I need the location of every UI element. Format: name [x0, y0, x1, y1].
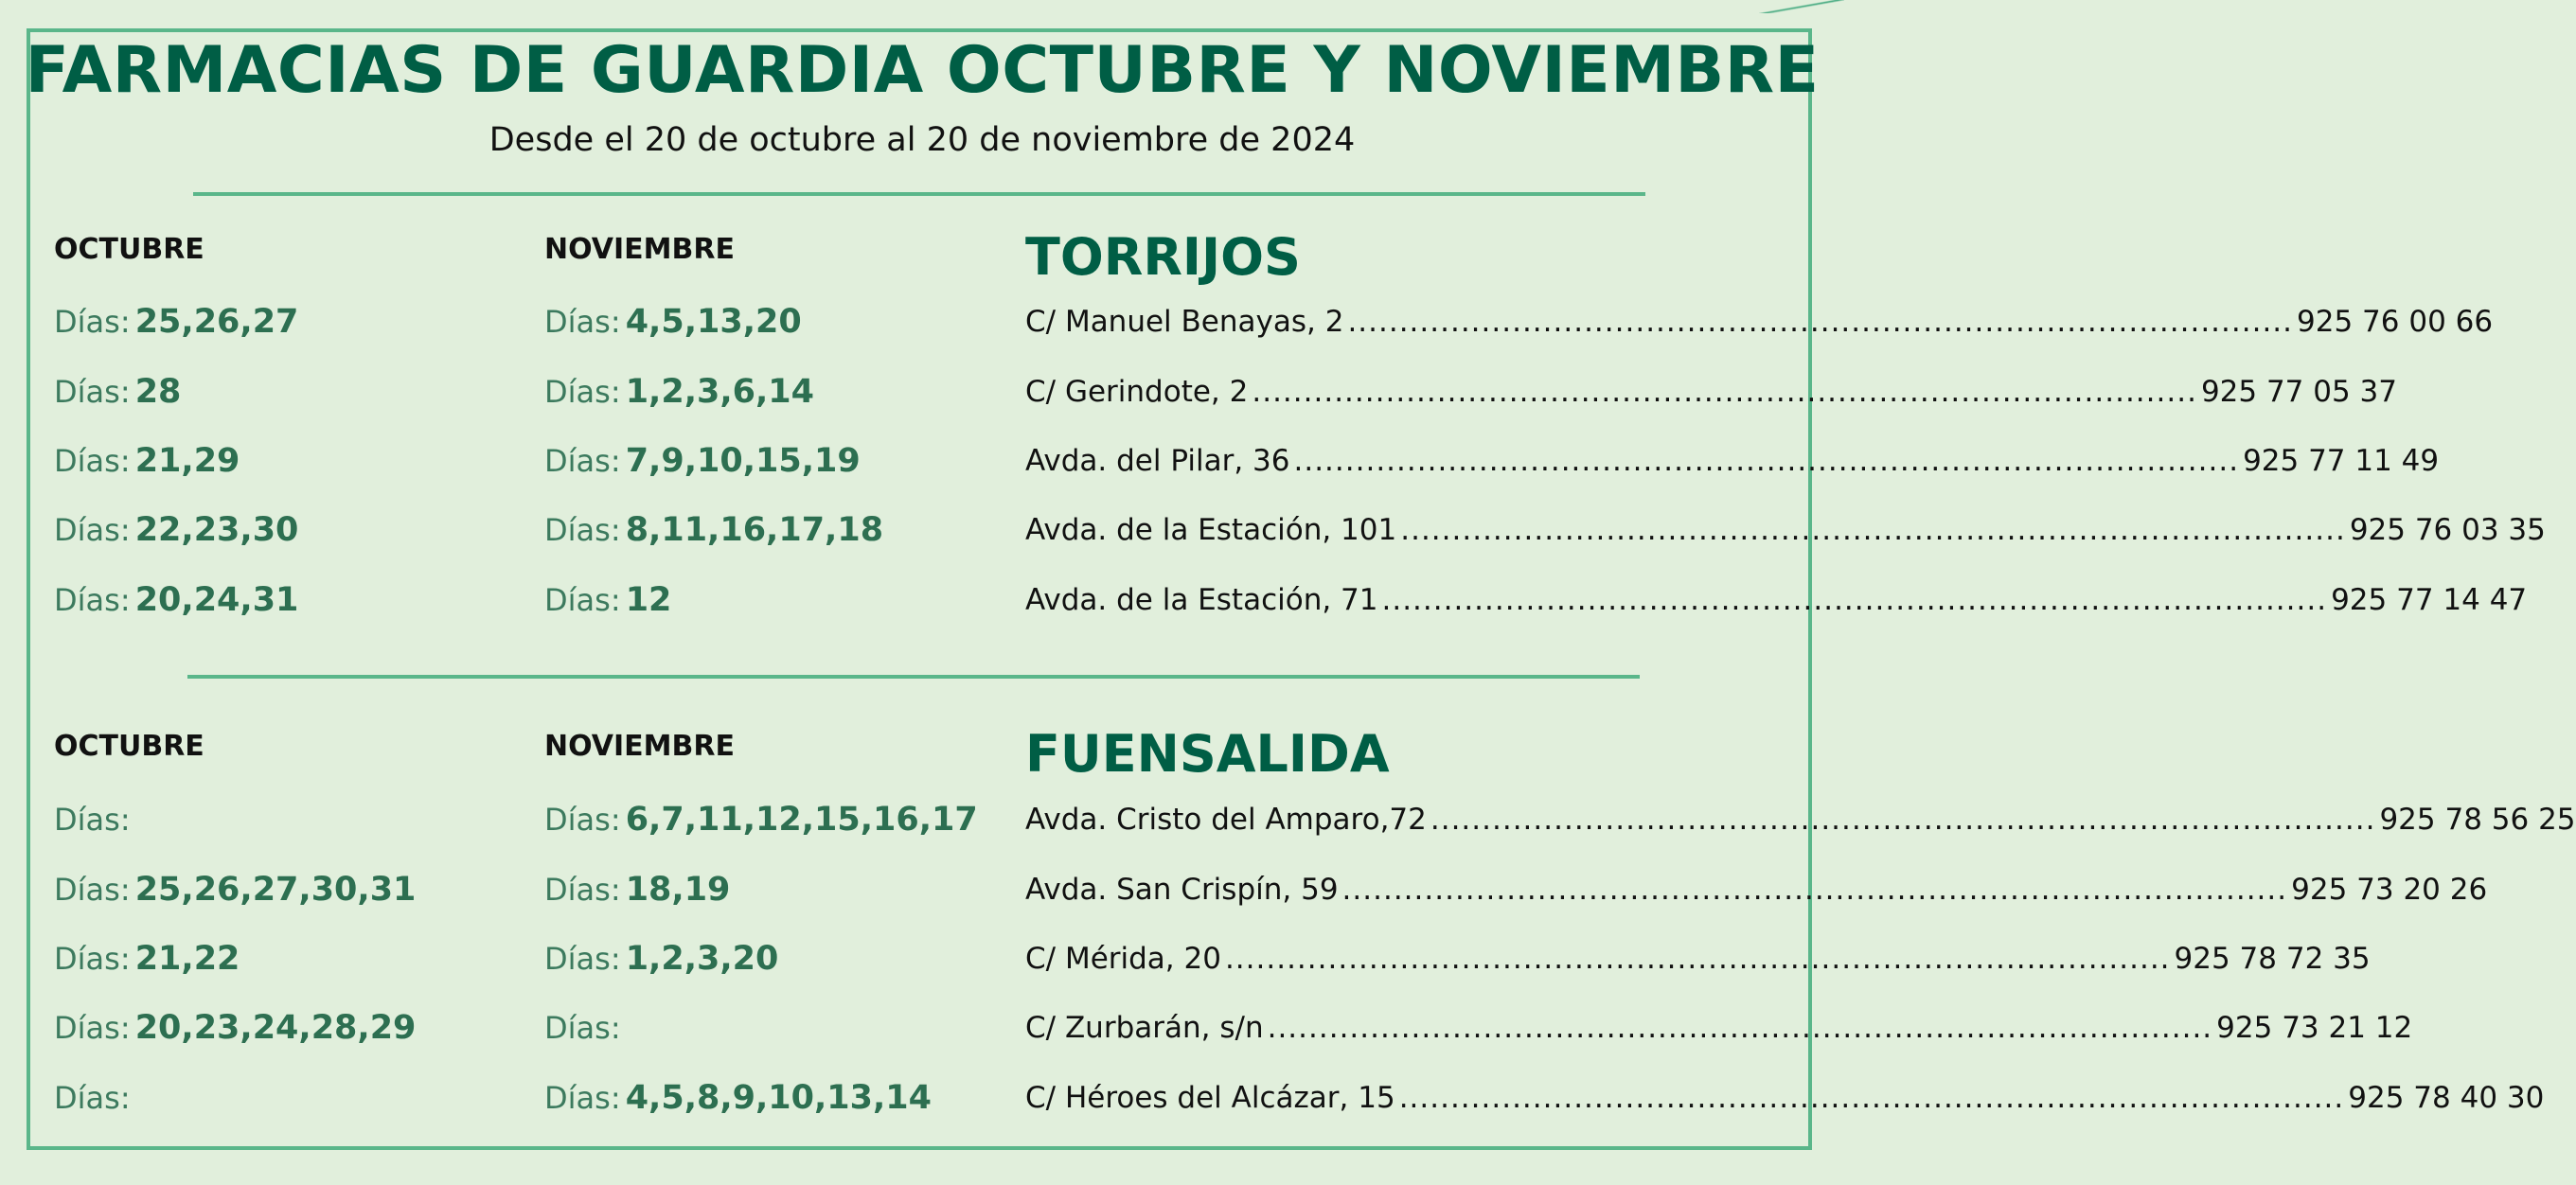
pharmacy-row — [1025, 375, 2398, 422]
noviembre-days-row: Días: 1,2,3,6,14 — [544, 373, 814, 411]
leader-dots: ............................................................................................ — [1293, 444, 2240, 478]
octubre-days: 22,23,30 — [134, 511, 299, 549]
pharmacy-row — [1025, 305, 2494, 352]
pharmacy-address: C/ Zurbarán, s/n — [1025, 1011, 1264, 1045]
pharmacy-phone: 925 78 56 25 — [2379, 803, 2576, 837]
leader-dots: ............................................................................................ — [1224, 942, 2171, 976]
page-title: FARMACIAS DE GUARDIA OCTUBRE Y NOVIEMBRE — [25, 33, 1820, 108]
pharmacy-address: Avda. San Crispín, 59 — [1025, 873, 1339, 907]
pharmacy-address: C/ Gerindote, 2 — [1025, 375, 1249, 409]
octubre-days-row: Días: 21,22 — [54, 940, 240, 978]
noviembre-days: 12 — [625, 581, 672, 619]
noviembre-days-row: Días: 4,5,8,9,10,13,14 — [544, 1079, 932, 1117]
corner-accent — [1759, 0, 1844, 13]
pharmacy-row — [1025, 444, 2440, 491]
pharmacy-phone: 925 77 11 49 — [2243, 444, 2440, 478]
pharmacy-row — [1025, 873, 2488, 920]
octubre-header: OCTUBRE — [54, 730, 204, 763]
town-title-torrijos: TORRIJOS — [1025, 227, 1301, 287]
octubre-days-row: Días: 22,23,30 — [54, 511, 299, 549]
octubre-days-row: Días: 21,29 — [54, 442, 240, 480]
noviembre-days-row: Días: 1,2,3,20 — [544, 940, 779, 978]
octubre-days: 20,24,31 — [134, 581, 299, 619]
pharmacy-phone: 925 73 21 12 — [2216, 1011, 2413, 1045]
octubre-days: 21,29 — [134, 442, 240, 480]
octubre-days-row: Días: 28 — [54, 373, 182, 411]
noviembre-days: 1,2,3,6,14 — [625, 373, 814, 411]
pharmacy-address: Avda. Cristo del Amparo,72 — [1025, 803, 1427, 837]
octubre-header: OCTUBRE — [54, 233, 204, 266]
pharmacy-address: Avda. de la Estación, 101 — [1025, 513, 1397, 547]
noviembre-days-row: Días: 8,11,16,17,18 — [544, 511, 884, 549]
leader-dots: ............................................................................................ — [1267, 1011, 2213, 1045]
pharmacy-row — [1025, 803, 2576, 850]
pharmacy-phone: 925 73 20 26 — [2291, 873, 2488, 907]
noviembre-days: 1,2,3,20 — [625, 940, 779, 978]
octubre-days-row: Días: 25,26,27 — [54, 303, 299, 341]
page-subtitle: Desde el 20 de octubre al 20 de noviembre de 2024 — [489, 121, 1356, 159]
octubre-days-row: Días: 20,24,31 — [54, 581, 299, 619]
pharmacy-row — [1025, 1011, 2413, 1058]
pharmacy-address: Avda. del Pilar, 36 — [1025, 444, 1290, 478]
pharmacy-row — [1025, 942, 2371, 989]
pharmacy-address: C/ Héroes del Alcázar, 15 — [1025, 1081, 1395, 1115]
pharmacy-phone: 925 78 72 35 — [2174, 942, 2371, 976]
leader-dots: ............................................................................................ — [1252, 375, 2197, 409]
noviembre-days-row: Días: 6,7,11,12,15,16,17 — [544, 801, 978, 839]
pharmacy-address: Avda. de la Estación, 71 — [1025, 583, 1378, 617]
octubre-days: 28 — [134, 373, 182, 411]
octubre-days: 25,26,27 — [134, 303, 299, 341]
divider-middle — [187, 675, 1640, 679]
leader-dots: ............................................................................................ — [1398, 1081, 2345, 1115]
octubre-days: 20,23,24,28,29 — [134, 1009, 417, 1047]
noviembre-days: 4,5,8,9,10,13,14 — [625, 1079, 932, 1117]
pharmacy-row — [1025, 513, 2546, 560]
noviembre-days: 8,11,16,17,18 — [625, 511, 884, 549]
pharmacy-phone: 925 77 14 47 — [2331, 583, 2528, 617]
noviembre-days-row: Días: 12 — [544, 581, 672, 619]
leader-dots: ............................................................................................ — [1381, 583, 2328, 617]
noviembre-days: 18,19 — [625, 871, 731, 909]
octubre-days-row: Días: 25,26,27,30,31 — [54, 871, 417, 909]
divider-top — [193, 192, 1645, 196]
pharmacy-address: C/ Manuel Benayas, 2 — [1025, 305, 1344, 339]
octubre-days-row: Días: — [54, 802, 131, 838]
leader-dots: ............................................................................................ — [1400, 513, 2346, 547]
pharmacy-phone: 925 76 00 66 — [2297, 305, 2494, 339]
pharmacy-address: C/ Mérida, 20 — [1025, 942, 1221, 976]
leader-dots: ............................................................................................ — [1430, 803, 2376, 837]
pharmacy-row — [1025, 583, 2528, 630]
noviembre-days-row: Días: 4,5,13,20 — [544, 303, 802, 341]
pharmacy-phone: 925 78 40 30 — [2348, 1081, 2545, 1115]
pharmacy-row — [1025, 1081, 2545, 1128]
octubre-days: 21,22 — [134, 940, 240, 978]
noviembre-days-row: Días: 18,19 — [544, 871, 731, 909]
town-title-fuensalida: FUENSALIDA — [1025, 724, 1390, 784]
noviembre-header: NOVIEMBRE — [544, 730, 735, 763]
octubre-days: 25,26,27,30,31 — [134, 871, 417, 909]
noviembre-days-row: Días: — [544, 1010, 621, 1046]
noviembre-days: 7,9,10,15,19 — [625, 442, 861, 480]
octubre-days-row: Días: 20,23,24,28,29 — [54, 1009, 417, 1047]
noviembre-header: NOVIEMBRE — [544, 233, 735, 266]
noviembre-days: 4,5,13,20 — [625, 303, 802, 341]
noviembre-days-row: Días: 7,9,10,15,19 — [544, 442, 861, 480]
pharmacy-phone: 925 77 05 37 — [2200, 375, 2398, 409]
leader-dots: ............................................................................................ — [1341, 873, 2288, 907]
octubre-days-row: Días: — [54, 1080, 131, 1116]
pharmacy-phone: 925 76 03 35 — [2349, 513, 2546, 547]
leader-dots: ............................................................................................ — [1347, 305, 2294, 339]
noviembre-days: 6,7,11,12,15,16,17 — [625, 801, 978, 839]
